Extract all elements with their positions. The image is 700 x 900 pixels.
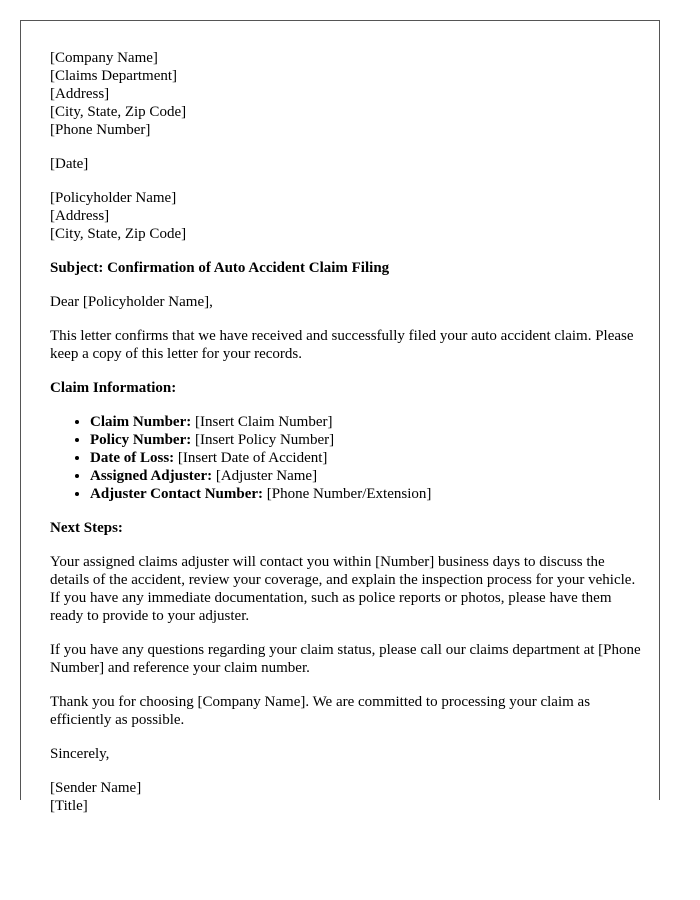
sender-city-state-zip: [City, State, Zip Code] bbox=[50, 104, 187, 120]
next-steps-heading: Next Steps: bbox=[50, 520, 123, 536]
letter-body bbox=[50, 49, 645, 831]
thanks-paragraph: Thank you for choosing [Company Name]. We are committed to processing your claim as efficiently as possible. bbox=[50, 694, 591, 728]
signature-block bbox=[50, 779, 645, 815]
claim-number-label: Claim Number: bbox=[90, 414, 192, 430]
date-of-loss-value: [Insert Date of Accident] bbox=[174, 450, 328, 466]
list-item bbox=[90, 413, 645, 431]
sender-company-name: [Company Name] bbox=[50, 50, 158, 66]
list-item bbox=[90, 485, 645, 503]
letter-page bbox=[20, 20, 660, 814]
recipient-city-state-zip: [City, State, Zip Code] bbox=[50, 226, 187, 242]
list-item bbox=[90, 449, 645, 467]
adjuster-contact-label: Adjuster Contact Number: bbox=[90, 486, 264, 502]
sender-phone: [Phone Number] bbox=[50, 122, 151, 138]
subject-line: Subject: Confirmation of Auto Accident Claim Filing bbox=[50, 260, 390, 276]
assigned-adjuster-value: [Adjuster Name] bbox=[212, 468, 318, 484]
questions-paragraph: If you have any questions regarding your claim status, please call our claims department at [Phone Number] and reference your claim number. bbox=[50, 642, 641, 676]
list-item bbox=[90, 467, 645, 485]
sender-address bbox=[50, 49, 645, 139]
recipient-address bbox=[50, 189, 645, 243]
sender-street-address: [Address] bbox=[50, 86, 110, 102]
next-steps-paragraph: Your assigned claims adjuster will contact you within [Number] business days to discuss the details of the accident, review your coverage, and explain the inspection process for your vehicle. If you have any immediate documentation, such as police reports or photos, please have them ready to provide to your adjuster. bbox=[50, 554, 636, 624]
policy-number-label: Policy Number: bbox=[90, 432, 192, 448]
closing: Sincerely, bbox=[50, 746, 110, 762]
claim-number-value: [Insert Claim Number] bbox=[191, 414, 333, 430]
claim-info-list bbox=[50, 413, 645, 503]
sender-name: [Sender Name] bbox=[50, 780, 142, 796]
sender-title: [Title] bbox=[50, 798, 88, 814]
salutation: Dear [Policyholder Name], bbox=[50, 294, 213, 310]
assigned-adjuster-label: Assigned Adjuster: bbox=[90, 468, 213, 484]
claim-info-heading: Claim Information: bbox=[50, 380, 177, 396]
list-item bbox=[90, 431, 645, 449]
adjuster-contact-value: [Phone Number/Extension] bbox=[263, 486, 432, 502]
policy-number-value: [Insert Policy Number] bbox=[191, 432, 335, 448]
recipient-street-address: [Address] bbox=[50, 208, 110, 224]
date-of-loss-label: Date of Loss: bbox=[90, 450, 175, 466]
recipient-name: [Policyholder Name] bbox=[50, 190, 177, 206]
letter-date: [Date] bbox=[50, 156, 89, 172]
intro-paragraph: This letter confirms that we have received and successfully filed your auto accident claim. Please keep a copy of this letter for your records. bbox=[50, 328, 634, 362]
sender-department: [Claims Department] bbox=[50, 68, 178, 84]
